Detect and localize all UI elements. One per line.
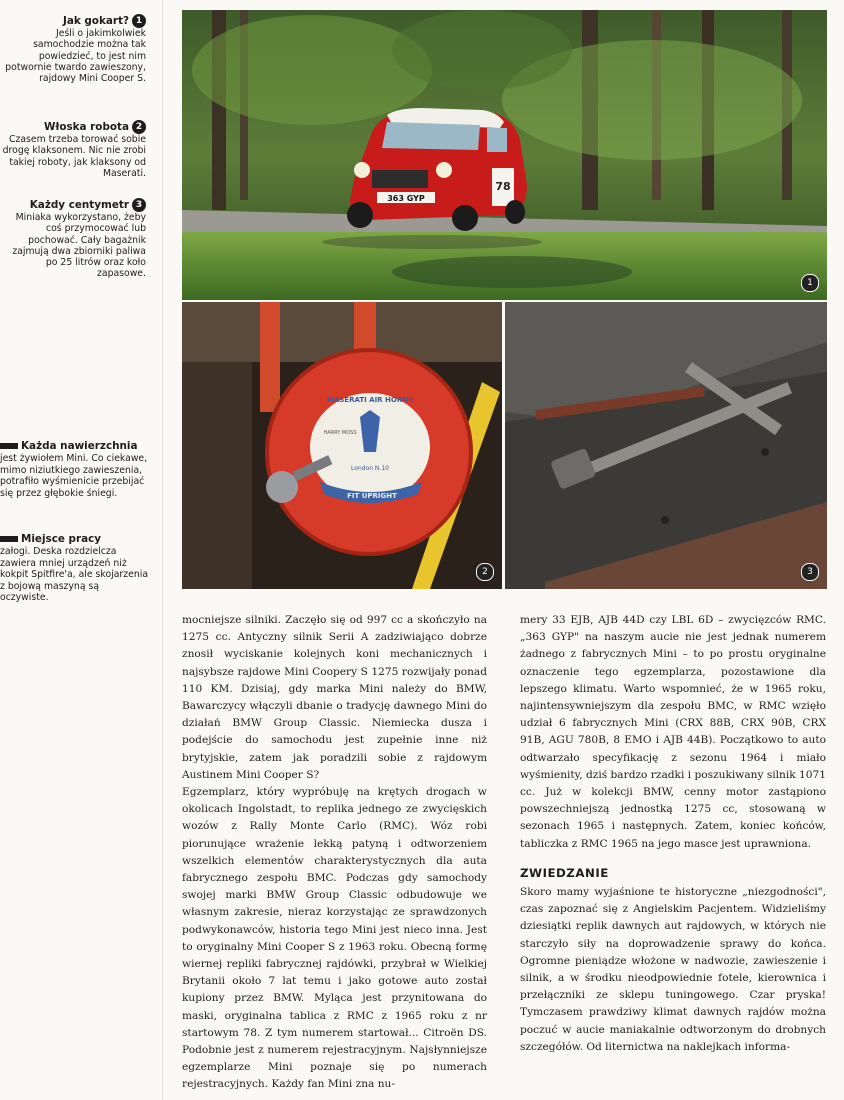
article-column-1 — [182, 612, 487, 1094]
caption-3-title: Każdy centymetr — [29, 199, 129, 211]
arrow-caption-1-title: Każda nawierzchnia — [21, 440, 138, 452]
caption-2-text: Czasem trzeba torować sobie drogę klaksonem. Nic nie zrobi takiej roboty, jak klaksony od Maserati. — [2, 134, 146, 179]
arrow-caption-1 — [0, 440, 150, 499]
caption-1 — [0, 14, 146, 84]
photo-rally-mini — [182, 10, 827, 300]
article-paragraph: mery 33 EJB, AJB 44D czy LBL 6D – zwycięzców RMC. „363 GYP" na naszym aucie nie jest jednak numerem żadnego z fabrycznych Mini – to po prostu oryginalne oznaczenie tego egzemplarza, pozostawione dla lepszego klimatu. Warto wspomnieć, że w 1965 roku, najintensywniejszym dla zespołu BMC, w RMC wzięło udział 6 fabrycznych Mini (CRX 88B, CRX 90B, CRX 91B, AGU 780B, 8 EMO i AJB 44B). Początkowo to auto odtwarzało specyfikację z sezonu 1964 i miało wyśmienity, dziś bardzo rzadki i poszukiwany silnik 1071 cc. Już w kolekcji BMW, cenny motor zastąpiono powszechniejszą jednostką 1275 cc, stosowaną w sezonach 1965 i następnych. Zatem, koniec końców, tabliczka z RMC 1965 na jego masce jest uprawniona. — [520, 614, 827, 850]
caption-1-title: Jak gokart? — [62, 15, 129, 27]
photo-air-horns — [182, 302, 502, 589]
arrow-icon — [0, 536, 18, 542]
horn-label-top: MASERATI AIR HORNS — [326, 396, 414, 404]
horn-label-bottom: FIT UPRIGHT — [347, 492, 397, 500]
caption-number-badge: 2 — [132, 120, 146, 134]
license-plate: 363 GYP — [387, 194, 425, 203]
caption-2 — [0, 120, 146, 179]
rally-mini-illustration — [182, 10, 827, 300]
section-heading: ZWIEDZANIE — [520, 865, 609, 880]
arrow-caption-2-title: Miejsce pracy — [21, 533, 102, 545]
photo-number-badge: 3 — [801, 563, 819, 581]
caption-1-text: Jeśli o jakimkolwiek samochodzie można tak powiedzieć, to jest nim potwornie twardo zawieszony, rajdowy Mini Cooper S. — [5, 28, 146, 85]
column-divider — [162, 0, 163, 1100]
air-horns-illustration — [182, 302, 502, 589]
horn-brand: HARRY MOSS — [323, 430, 357, 436]
arrow-caption-2-text: załogi. Deska rozdzielcza zawiera mniej urządzeń niż kokpit Spitfire'a, ale skojarzenia z bojową maszyną są oczywiste. — [0, 546, 149, 603]
caption-3 — [0, 198, 146, 280]
article-paragraph: Egzemplarz, który wypróbuję na krętych drogach w okolicach Ingolstadt, to replika jednego ze zwycięskich wozów z Rally Monte Carlo (RMC). Wóz robi piorunujące wrażenie lekką patyną i odtworzeniem wszelkich elementów charakterystycznych dla auta fabrycznego zespołu BMC. Podczas gdy samochody swojej marki BMW Group Classic odbudowuje we własnym zakresie, nieraz korzystając ze sprawdzonych podwykonawców, historia tego Mini jest nieco inna. Jest to oryginalny Mini Cooper S z 1963 roku. Obecną formę wiernej repliki fabrycznej rajdówki, przybrał w Wielkiej Brytanii około 7 lat temu i jako gotowe auto został kupiony przez BMW. Myląca jest przynitowana do maski, oryginalna tablica z RMC z 1965 roku z nr startowym 78. Z tym numerem startował... Citroën DS. Podobnie jest z numerem rejestracyjnym. Najsłynniejsze egzemplarze Mini poznaje się po numerach rejestracyjnych. Każdy fan Mini zna nu- — [182, 786, 487, 1091]
caption-number-badge: 3 — [132, 198, 146, 212]
caption-2-title: Włoska robota — [44, 121, 129, 133]
trunk-wrench-illustration — [505, 302, 827, 589]
caption-number-badge: 1 — [132, 14, 146, 28]
article-paragraph: mocniejsze silniki. Zaczęło się od 997 cc a skończyło na 1275 cc. Antyczny silnik Serii A zadziwiająco dobrze znosił wyciskanie kolejnych koni mechanicznych i najsybsze rajdowe Mini Coopery S 1275 rozwijały ponad 110 KM. Dzisiaj, gdy marka Mini należy do BMW, Bawarczycy włączyli dbanie o tradycję dawnego Mini do działań BMW Group Classic. Niemiecka dusza i podejście do samochodu jest zupełnie inne niż brytyjskie, zatem jak poradzili sobie z rajdowym Austinem Mini Cooper S? — [182, 614, 487, 781]
photo-trunk-wrench — [505, 302, 827, 589]
photo-number-badge: 1 — [801, 274, 819, 292]
arrow-caption-1-text: jest żywiołem Mini. Co ciekawe, mimo niziutkiego zawieszenia, potrafiło wyśmienicie przebijać się przez głębokie śniegi. — [0, 453, 148, 499]
start-number: 78 — [495, 180, 511, 193]
article-column-2 — [520, 612, 826, 1056]
horn-city: London N.10 — [351, 465, 389, 472]
article-paragraph: Skoro mamy wyjaśnione te historyczne „niezgodności", czas zapoznać się z Angielskim Pacjentem. Widzieliśmy dziesiątki replik dawnych aut rajdowych, w których nie starczyło siły na doprowadzenie sprawy do końca. Ogromne pieniądze włożone w nadwozie, zawieszenie i silnik, a w środku nieodpowiednie fotele, kierownica i przełączniki ze sklepu tuningowego. Czar pryska! Tymczasem prawdziwy klimat dawnych rajdów można poczuć w aucie maniakalnie odtworzonym do drobnych szczegółów. Od liternictwa na naklejkach informa- — [520, 886, 826, 1053]
arrow-caption-2 — [0, 533, 150, 604]
caption-3-text: Miniaka wykorzystano, żeby coś przymocować lub pochować. Cały bagażnik zajmują dwa zbiorniki paliwa po 25 litrów oraz koło zapasowe. — [12, 212, 146, 280]
photo-number-badge: 2 — [476, 563, 494, 581]
arrow-icon — [0, 443, 18, 449]
